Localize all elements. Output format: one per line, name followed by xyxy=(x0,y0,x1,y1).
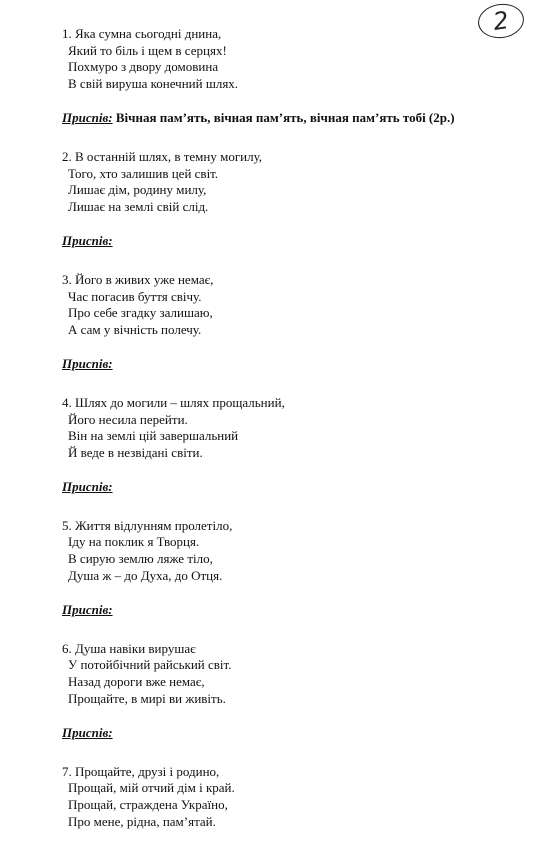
verse-line: Душа ж – до Духа, до Отця. xyxy=(68,567,223,583)
chorus-4 xyxy=(62,479,532,496)
verse-line: Прощай, мій отчий дім і край. xyxy=(68,780,235,796)
chorus-text: Вічная пам’ять, вічная пам’ять, вічная пам’ять тобі (2р.) xyxy=(112,110,455,126)
verse-line: Його несила перейти. xyxy=(68,411,188,427)
verse-line: Похмуро з двору домовина xyxy=(68,59,219,75)
verse-line: 2. В останній шлях, в темну могилу, xyxy=(62,148,263,164)
verse-line: Назад дороги вже немає, xyxy=(68,674,205,690)
verse-line: Лишає на землі свій слід. xyxy=(68,198,209,214)
verse-line: Прощай, страждена Україно, xyxy=(68,797,228,812)
song-lyrics xyxy=(62,26,532,848)
verse-line: А сам у вічність полечу. xyxy=(68,321,202,337)
verse-line: В сирую землю ляже тіло, xyxy=(68,551,213,567)
chorus-5 xyxy=(62,602,532,619)
verse-4 xyxy=(62,395,532,461)
chorus-2 xyxy=(62,233,532,250)
verse-line: Він на землі цій завершальний xyxy=(68,428,239,444)
verse-5 xyxy=(62,518,532,584)
verse-line: 5. Життя відлунням пролетіло, xyxy=(62,517,233,533)
chorus-6 xyxy=(62,725,532,742)
verse-line: У потойбічний райський світ. xyxy=(68,657,232,673)
verse-1 xyxy=(62,26,532,92)
page-number: 2 xyxy=(476,1,526,41)
verse-line: 6. Душа навіки вирушає xyxy=(62,640,196,656)
verse-line: Лишає дім, родину милу, xyxy=(68,182,207,198)
verse-line: 4. Шлях до могили – шлях прощальний, xyxy=(62,394,285,410)
chorus-1 xyxy=(62,110,532,127)
verse-line: В свій вируша конечний шлях. xyxy=(68,75,239,91)
verse-7 xyxy=(62,764,532,830)
chorus-label: Приспів: xyxy=(62,233,113,249)
chorus-label: Приспів: xyxy=(62,602,113,618)
verse-line: Того, хто залишив цей світ. xyxy=(68,165,219,181)
verse-line: Який то біль і щем в серцях! xyxy=(68,42,227,58)
verse-6 xyxy=(62,641,532,707)
chorus-label: Приспів: xyxy=(62,725,113,741)
chorus-label: Приспів: xyxy=(62,110,113,126)
verse-line: Про себе згадку залишаю, xyxy=(68,305,213,321)
verse-line: Й веде в незвідані світи. xyxy=(68,444,203,460)
chorus-label: Приспів: xyxy=(62,479,113,495)
verse-3 xyxy=(62,272,532,338)
chorus-3 xyxy=(62,356,532,373)
verse-line: Час погасив буття свічу. xyxy=(68,288,202,304)
verse-line: Іду на поклик я Творця. xyxy=(68,534,200,550)
verse-line: Прощайте, в мирі ви живіть. xyxy=(68,690,226,706)
verse-line: 3. Його в живих уже немає, xyxy=(62,271,214,287)
chorus-label: Приспів: xyxy=(62,356,113,372)
verse-line: Про мене, рідна, пам’ятай. xyxy=(68,813,216,829)
verse-line: 1. Яка сумна сьогодні днина, xyxy=(62,26,222,41)
verse-2 xyxy=(62,149,532,215)
verse-line: 7. Прощайте, друзі і родино, xyxy=(62,763,220,779)
